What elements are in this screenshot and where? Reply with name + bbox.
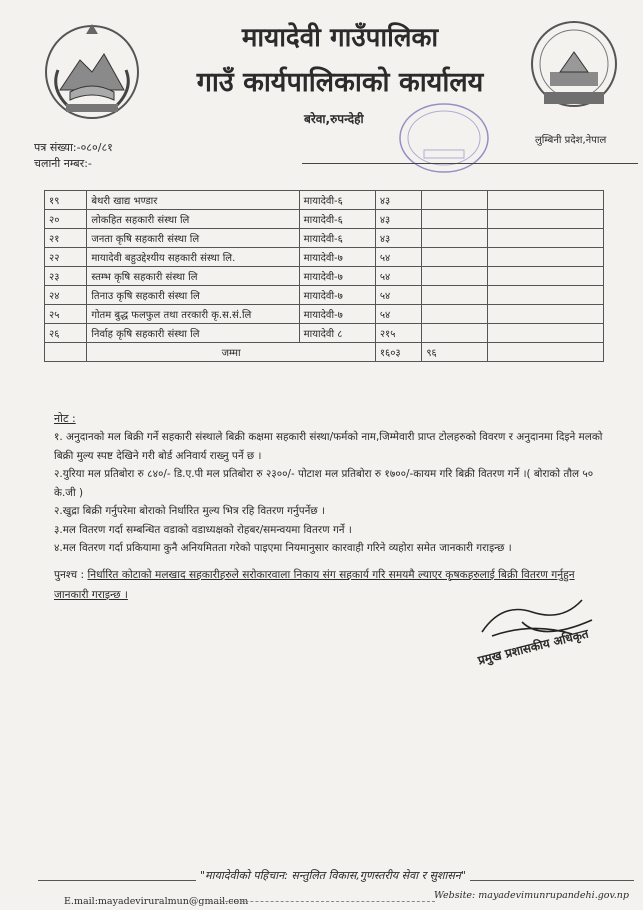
footer-email: E.mail:mayadeviruralmun@gmail.com: [64, 896, 249, 907]
total-label: जम्मा: [87, 343, 376, 362]
row-quantity-2: [422, 286, 488, 305]
table-row: [45, 229, 604, 248]
table-row: [45, 248, 604, 267]
office-stamp-icon: [396, 100, 492, 180]
row-cooperative-name: जनता कृषि सहकारी संस्था लि: [87, 229, 299, 248]
row-quantity: २१५: [375, 324, 422, 343]
row-ward: मायादेवी-७: [299, 286, 375, 305]
row-serial: २१: [45, 229, 87, 248]
row-serial: २६: [45, 324, 87, 343]
header-divider: [302, 163, 638, 164]
table-row: [45, 324, 604, 343]
row-cooperative-name: लोकहित सहकारी संस्था लि: [87, 210, 299, 229]
table-row: [45, 286, 604, 305]
row-quantity: ५४: [375, 286, 422, 305]
row-cooperative-name: तिनाउ कृषि सहकारी संस्था लि: [87, 286, 299, 305]
row-serial: २३: [45, 267, 87, 286]
total-quantity-2: ९६: [422, 343, 488, 362]
row-blank: [488, 229, 604, 248]
row-quantity: ५४: [375, 305, 422, 324]
row-quantity: ५४: [375, 267, 422, 286]
row-quantity: ४३: [375, 191, 422, 210]
note-item: २.खुद्रा बिक्री गर्नुपरेमा बोराको निर्धारित मुल्य भित्र रहि वितरण गर्नुपर्नेछ ।: [54, 505, 325, 517]
postscript-prefix: पुनश्च :: [54, 569, 85, 581]
row-quantity: ५४: [375, 248, 422, 267]
table-total-row: [45, 343, 604, 362]
notes-list: [54, 428, 609, 558]
row-blank: [488, 267, 604, 286]
total-blank-end: [488, 343, 604, 362]
row-blank: [488, 305, 604, 324]
row-cooperative-name: निर्वाह कृषि सहकारी संस्था लि: [87, 324, 299, 343]
postscript-text: निर्धारित कोटाको मलखाद सहकारीहरुले सरोकारवाला निकाय संग सहकार्य गरि समयमै ल्याएर कृषकहरुलाई बिक्री वितरण गर्नुहुन जानकारी गराइन्छ ।: [54, 569, 575, 601]
reference-number: पत्र संख्या:-०८०/८१: [34, 141, 113, 154]
row-ward: मायादेवी-६: [299, 229, 375, 248]
row-blank: [488, 191, 604, 210]
note-item: ३.मल वितरण गर्दा सम्बन्धित वडाको वडाध्यक्षको रोहबर/समन्वयमा वितरण गर्ने ।: [54, 523, 352, 536]
province-text: लुम्बिनी प्रदेश,नेपाल: [535, 135, 607, 146]
row-blank: [488, 286, 604, 305]
row-ward: मायादेवी-७: [299, 248, 375, 267]
table-row: [45, 191, 604, 210]
office-title-line1: मायादेवी गाउँपालिका: [241, 23, 439, 53]
total-quantity: १६०३: [375, 343, 422, 362]
note-item: १. अनुदानको मल बिक्री गर्ने सहकारी संस्थाले बिक्री कक्षमा सहकारी संस्था/फर्मको नाम,जिम्मेवारी प्राप्त टोलहरुको विवरण र अनुदानमा दिइने मलको बिक्री मुल्य स्पष्ट देखिने गरी बोर्ड अनिवार्य राख्नु पर्ने छ ।: [54, 431, 603, 462]
row-quantity-2: [422, 248, 488, 267]
row-ward: मायादेवी-७: [299, 305, 375, 324]
row-ward: मायादेवी ८: [299, 324, 375, 343]
row-quantity-2: [422, 210, 488, 229]
note-item: ४.मल वितरण गर्दा प्रकियामा कुनै अनियमितता गरेको पाइएमा नियमानुसार कारवाही गरिने व्यहोरा समेत जानकारी गराइन्छ ।: [54, 542, 512, 554]
row-blank: [488, 210, 604, 229]
row-cooperative-name: स्तम्भ कृषि सहकारी संस्था लि: [87, 267, 299, 286]
total-blank: [45, 343, 87, 362]
signatory-title: प्रमुख प्रशासकीय अधिकृत: [476, 626, 590, 668]
table-row: [45, 210, 604, 229]
row-serial: २५: [45, 305, 87, 324]
office-address: बरेवा,रुपन्देही: [304, 112, 364, 126]
row-quantity-2: [422, 267, 488, 286]
row-cooperative-name: मायादेवी बहुउद्देश्यीय सहकारी संस्था लि.: [87, 248, 299, 267]
row-serial: २०: [45, 210, 87, 229]
footer-motto: "मायादेवीको पहिचान: सन्तुलित विकास,गुणस्तरीय सेवा र सुशासन": [196, 868, 470, 883]
municipality-logo-icon: [528, 12, 620, 116]
dispatch-number: चलानी नम्बर:-: [34, 157, 92, 170]
row-cooperative-name: गोतम बुद्ध फलफुल तथा तरकारी कृ.स.सं.लि: [87, 305, 299, 324]
row-ward: मायादेवी-७: [299, 267, 375, 286]
row-cooperative-name: बेथरी खाद्य भण्डार: [87, 191, 299, 210]
row-serial: २४: [45, 286, 87, 305]
office-title-line2: गाउँ कार्यपालिकाको कार्यालय: [196, 67, 484, 98]
row-quantity: ४३: [375, 210, 422, 229]
nepal-emblem-icon: [40, 20, 144, 124]
row-serial: १९: [45, 191, 87, 210]
notes-heading: नोट :: [54, 412, 76, 425]
note-item: २.युरिया मल प्रतिबोरा रु ८४०/- डि.ए.पी मल प्रतिबोरा रु २३००/- पोटाश मल प्रतिबोरा रु १७००/-कायम गरि बिक्री वितरण गर्ने ।( बोराको तौल ५० के.जी ): [54, 468, 594, 499]
row-quantity-2: [422, 191, 488, 210]
footer-website: Website: mayadevimunrupandehi.gov.np: [434, 890, 629, 901]
table-row: [45, 267, 604, 286]
row-ward: मायादेवी-६: [299, 191, 375, 210]
row-ward: मायादेवी-६: [299, 210, 375, 229]
row-quantity-2: [422, 305, 488, 324]
row-quantity: ४३: [375, 229, 422, 248]
row-serial: २२: [45, 248, 87, 267]
row-quantity-2: [422, 229, 488, 248]
row-blank: [488, 248, 604, 267]
table-row: [45, 305, 604, 324]
footer-dash: [210, 901, 435, 902]
row-quantity-2: [422, 324, 488, 343]
row-blank: [488, 324, 604, 343]
allocation-table: [44, 190, 604, 362]
